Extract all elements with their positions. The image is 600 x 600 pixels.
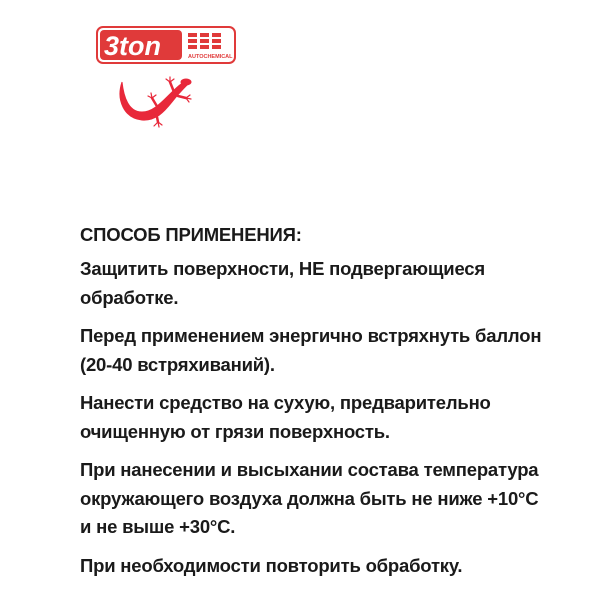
instruction-paragraph: При нанесении и высыхании состава температура окружающего воздуха должна быть не ниже +10°С и не выше +30°С. xyxy=(80,459,539,537)
logo-3ton-icon xyxy=(96,26,236,64)
instruction-paragraph: Защитить поверхности, НЕ подвергающиеся обработке. xyxy=(80,258,485,308)
instruction-paragraph: Нанести средство на сухую, предварительно очищенную от грязи поверхность. xyxy=(80,392,491,442)
instruction-paragraph: Перед применением энергично встряхнуть баллон (20-40 встряхиваний). xyxy=(80,325,542,375)
usage-instructions xyxy=(80,223,550,590)
brand-logo xyxy=(96,26,236,64)
instruction-paragraph: При необходимости повторить обработку. xyxy=(80,554,463,576)
instructions-heading: СПОСОБ ПРИМЕНЕНИЯ: xyxy=(80,224,302,245)
gecko-icon xyxy=(112,74,192,136)
svg-text:3ton: 3ton xyxy=(104,31,161,61)
gecko-mascot xyxy=(112,74,192,136)
svg-text:AUTOCHEMICAL: AUTOCHEMICAL xyxy=(188,54,233,60)
